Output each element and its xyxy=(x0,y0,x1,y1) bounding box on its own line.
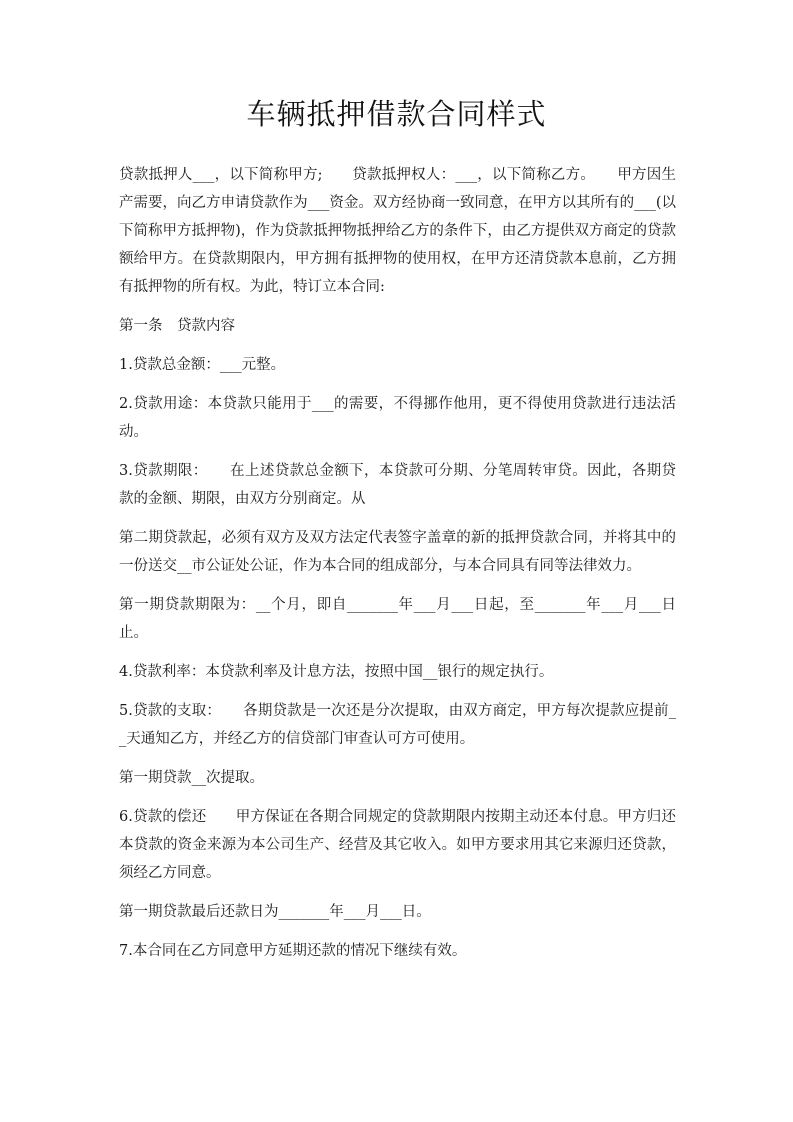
clause-paragraph: 第一期贷款期限为：__个月，即自_______年___月___日起，至_______年___月___日止。 xyxy=(119,597,676,641)
clause-paragraph: 3.贷款期限： 在上述贷款总金额下，本贷款可分期、分笔周转审贷。因此，各期贷款的金额、期限，由双方分别商定。从 xyxy=(119,463,676,507)
clause-paragraph: 第一期贷款__次提取。 xyxy=(119,770,264,786)
clause-paragraph: 7.本合同在乙方同意甲方延期还款的情况下继续有效。 xyxy=(119,943,467,959)
clause-paragraph: 5.贷款的支取： 各期贷款是一次还是分次提取，由双方商定，甲方每次提款应提前__天通知乙方，并经乙方的信贷部门审查认可方可使用。 xyxy=(119,703,676,747)
document-body xyxy=(119,161,676,976)
clause-paragraph: 第一期贷款最后还款日为_______年___月___日。 xyxy=(119,904,431,920)
document-title: 车辆抵押借款合同样式 xyxy=(246,97,547,131)
preamble-paragraph: 贷款抵押人___，以下简称甲方; 贷款抵押权人：___，以下简称乙方。 甲方因生产需要，向乙方申请贷款作为___资金。双方经协商一致同意，在甲方以其所有的___(以下简称甲方抵押物)，作为贷款抵押物抵押给乙方的条件下，由乙方提供双方商定的贷款额给甲方。在贷款期限内，甲方拥有抵押物的使用权，在甲方还清贷款本息前，乙方拥有抵押物的所有权。为此，特订立本合同: xyxy=(119,167,676,295)
clause-paragraph: 第二期贷款起，必须有双方及双方法定代表签字盖章的新的抵押贷款合同，并将其中的一份送交__市公证处公证，作为本合同的组成部分，与本合同具有同等法律效力。 xyxy=(119,530,676,574)
article-heading: 第一条 贷款内容 xyxy=(119,318,235,334)
clause-paragraph: 4.贷款利率：本贷款利率及计息方法，按照中国__银行的规定执行。 xyxy=(119,664,554,680)
clause-paragraph: 6.贷款的偿还 甲方保证在各期合同规定的贷款期限内按期主动还本付息。甲方归还本贷款的资金来源为本公司生产、经营及其它收入。如甲方要求用其它来源归还贷款，须经乙方同意。 xyxy=(119,809,676,881)
clause-paragraph: 2.贷款用途：本贷款只能用于___的需要，不得挪作他用，更不得使用贷款进行违法活动。 xyxy=(119,396,676,440)
clause-paragraph: 1.贷款总金额：___元整。 xyxy=(119,357,286,373)
